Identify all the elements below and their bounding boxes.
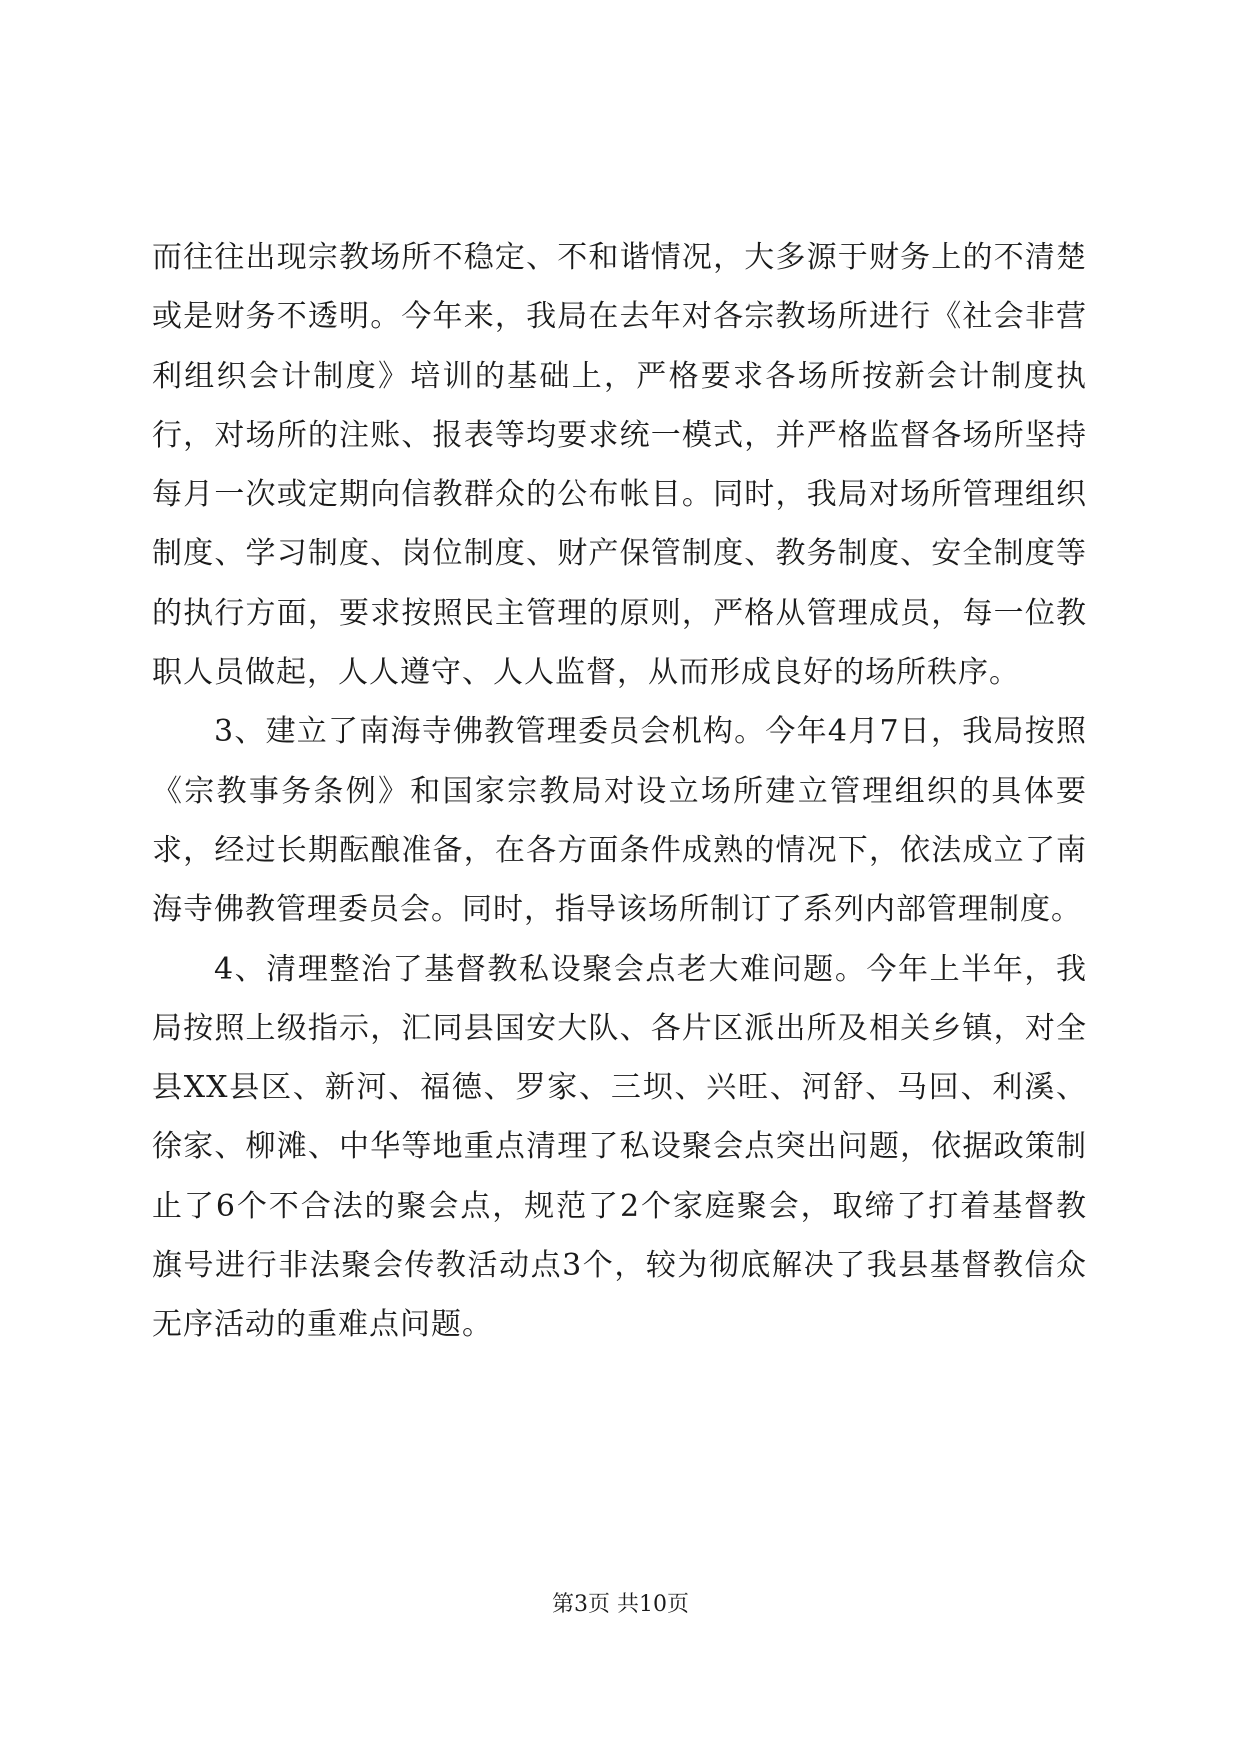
paragraph-2: 3、建立了南海寺佛教管理委员会机构。今年4月7日，我局按照《宗教事务条例》和国家宗教局对设立场所建立管理组织的具体要求，经过长期酝酿准备，在各方面条件成熟的情况下，依法成立了南海寺佛教管理委员会。同时，指导该场所制订了系列内部管理制度。: [152, 714, 1087, 928]
paragraph-3: 4、清理整治了基督教私设聚会点老大难问题。今年上半年，我局按照上级指示，汇同县国安大队、各片区派出所及相关乡镇，对全县XX县区、新河、福德、罗家、三坝、兴旺、河舒、马回、利溪、徐家、柳滩、中华等地重点清理了私设聚会点突出问题，依据政策制止了6个不合法的聚会点，规范了2个家庭聚会，取缔了打着基督教旗号进行非法聚会传教活动点3个，较为彻底解决了我县基督教信众无序活动的重难点问题。: [152, 951, 1087, 1343]
body-text: [152, 228, 1087, 1355]
paragraph-1: 而往往出现宗教场所不稳定、不和谐情况，大多源于财务上的不清楚或是财务不透明。今年来，我局在去年对各宗教场所进行《社会非营利组织会计制度》培训的基础上，严格要求各场所按新会计制度执行，对场所的注账、报表等均要求统一模式，并严格监督各场所坚持每月一次或定期向信教群众的公布帐目。同时，我局对场所管理组织制度、学习制度、岗位制度、财产保管制度、教务制度、安全制度等的执行方面，要求按照民主管理的原则，严格从管理成员，每一位教职人员做起，人人遵守、人人监督，从而形成良好的场所秩序。: [152, 240, 1087, 691]
page-number-footer: 第3页 共10页: [552, 1592, 689, 1617]
